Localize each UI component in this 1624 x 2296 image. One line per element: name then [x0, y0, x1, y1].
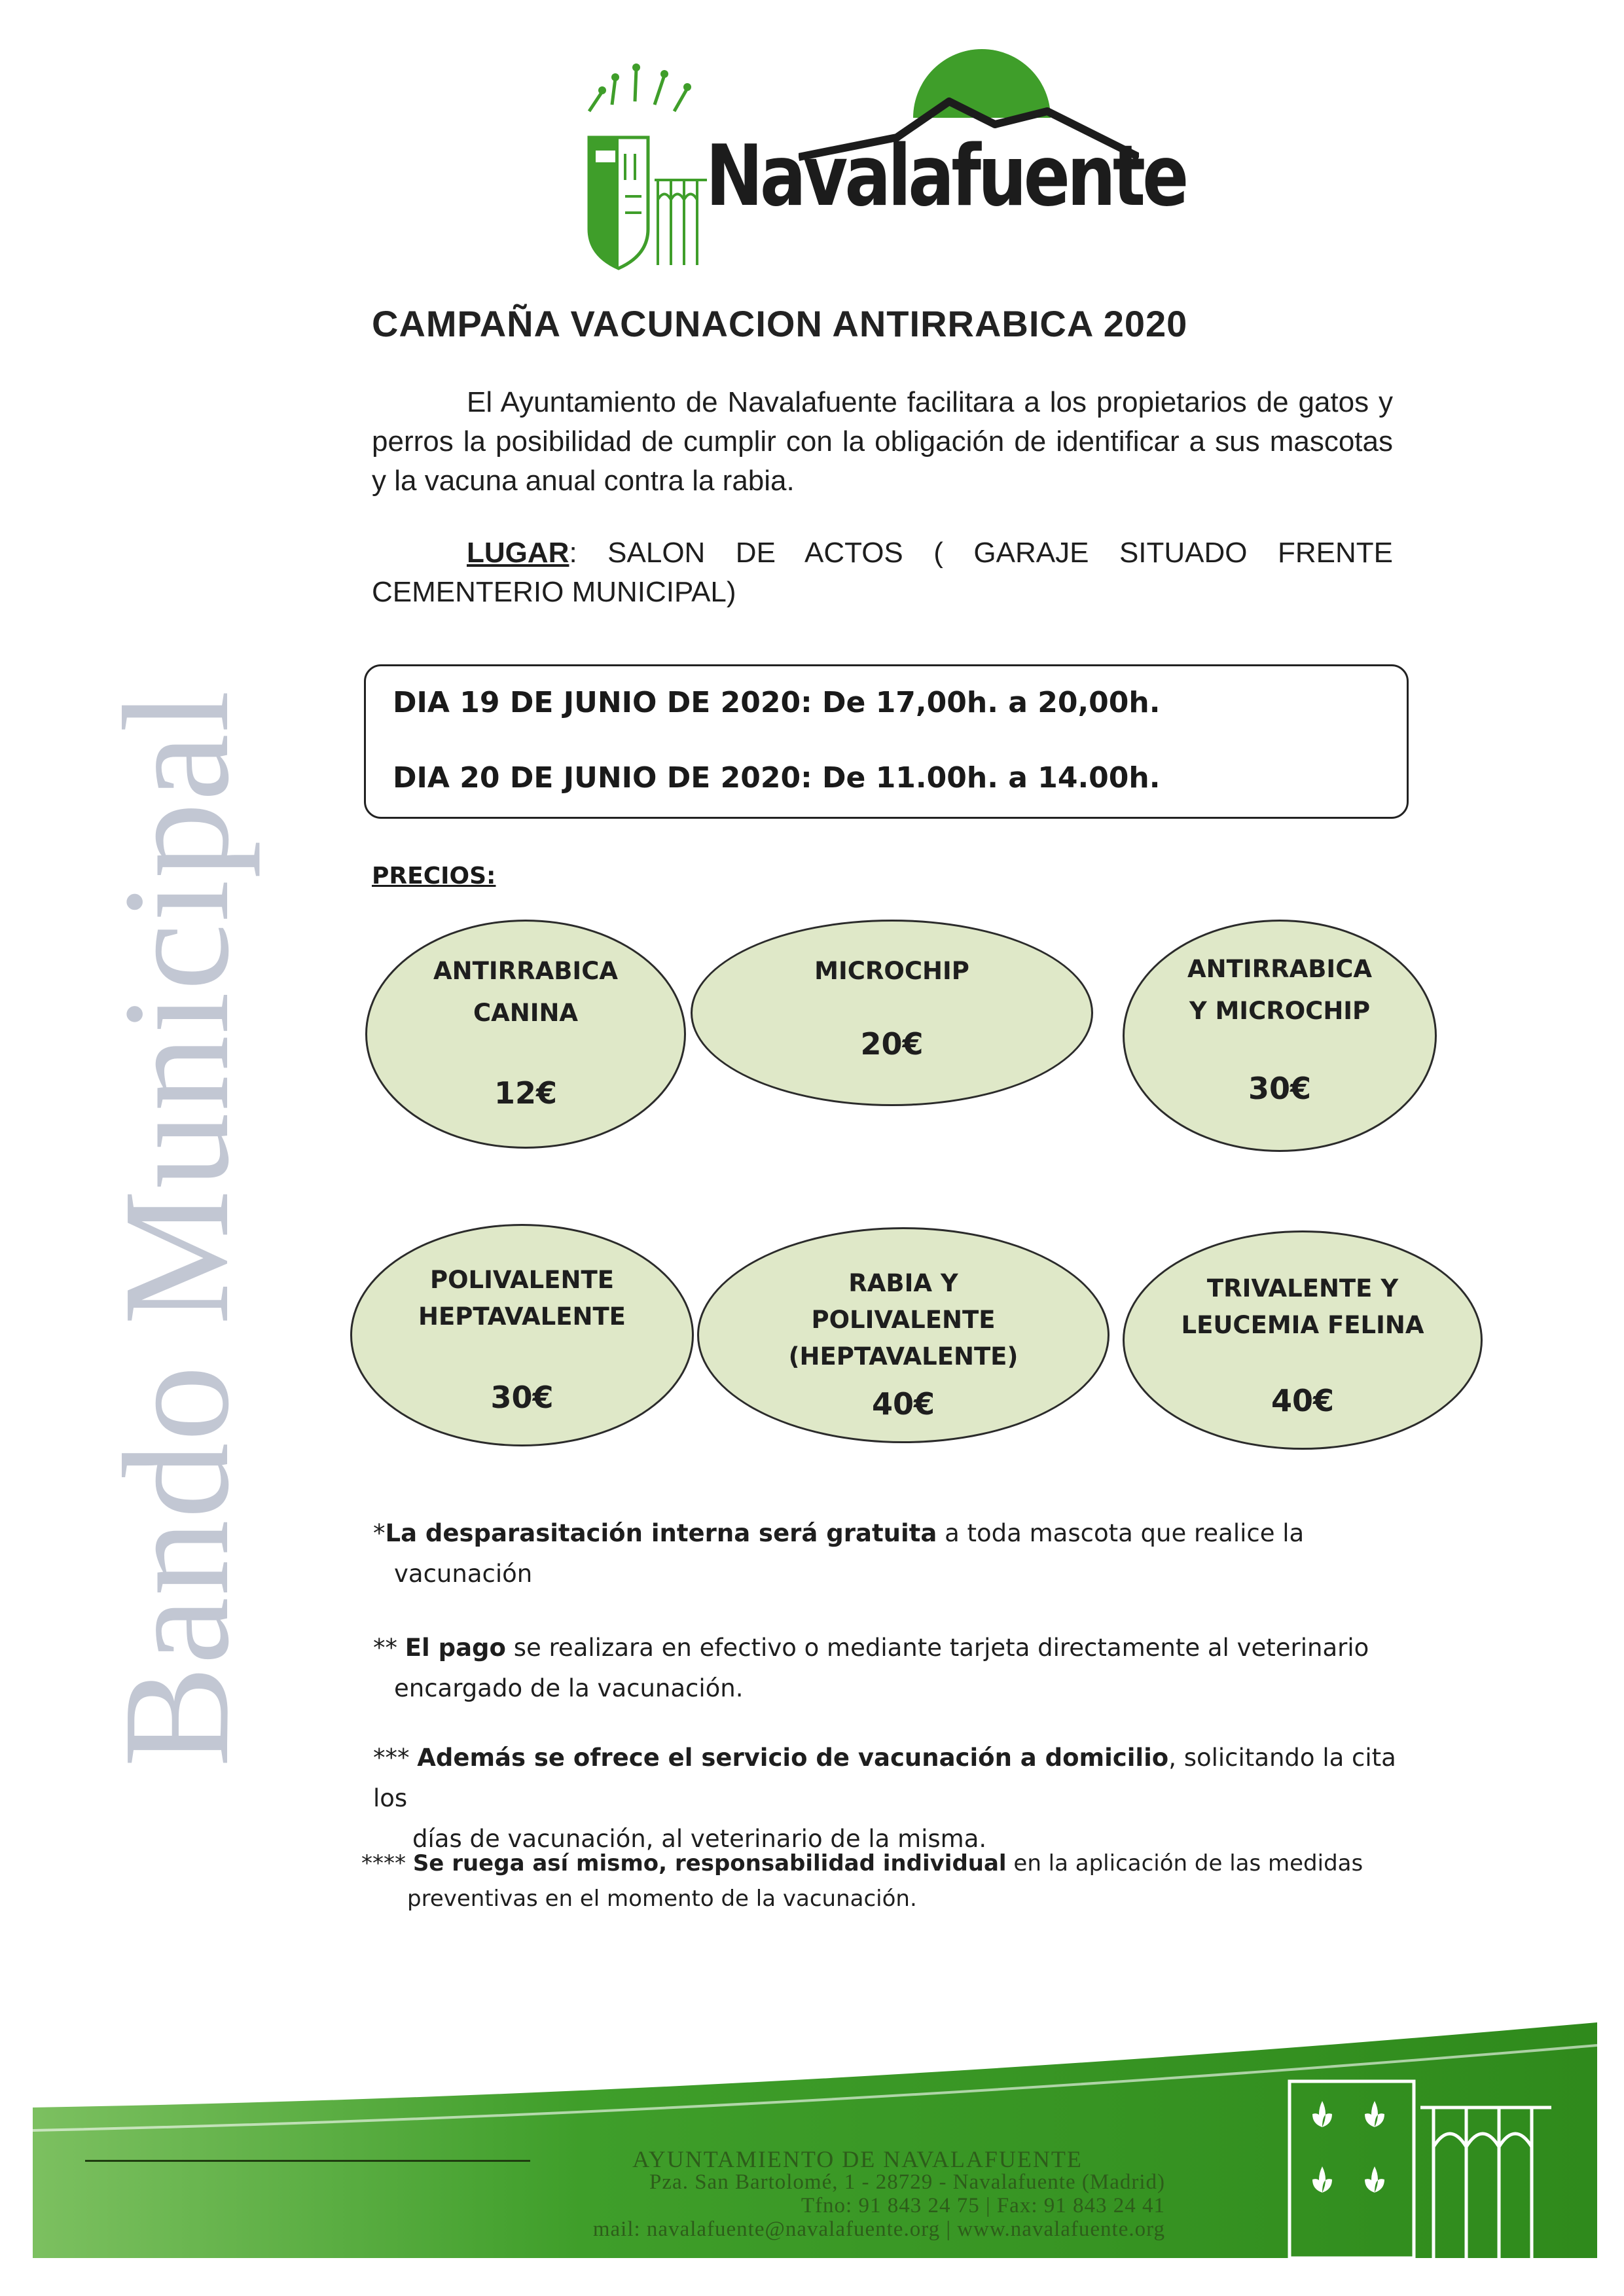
location-paragraph: [372, 533, 1393, 612]
footer-divider: [85, 2160, 530, 2162]
oval-label: ANTIRRABICA CANINA: [433, 957, 618, 1027]
oval-label: ANTIRRABICA Y MICROCHIP: [1187, 955, 1372, 1025]
price-oval-polivalente-heptavalente: [350, 1224, 694, 1446]
navalafuente-logo-text: Navalafuente: [706, 128, 1186, 225]
price-oval-rabia-polivalente: [697, 1227, 1110, 1443]
prices-heading: PRECIOS:: [372, 863, 496, 889]
footer-phone: Tfno: 91 843 24 75 | Fax: 91 843 24 41: [801, 2194, 1165, 2217]
oval-label: RABIA Y POLIVALENTE (HEPTAVALENTE): [788, 1269, 1019, 1371]
date-line-1: DIA 19 DE JUNIO DE 2020: De 17,00h. a 20,00h.: [393, 686, 1161, 719]
oval-price: 40€: [1271, 1383, 1335, 1418]
note-payment: ** El pago se realizara en efectivo o mediante tarjeta directamente al veterinario encargado de la vacunación.: [373, 1634, 1369, 1702]
oval-label: POLIVALENTE HEPTAVALENTE: [418, 1266, 626, 1331]
price-oval-trivalente-leucemia: [1123, 1230, 1483, 1450]
note-responsibility: **** Se ruega así mismo, responsabilidad individual en la aplicación de las medidas preventivas en el momento de la vacunación.: [361, 1850, 1363, 1912]
fleur-de-lis-crest-icon: [1283, 2068, 1558, 2265]
page-title: CAMPAÑA VACUNACION ANTIRRABICA 2020: [372, 303, 1188, 344]
oval-price: 20€: [860, 1026, 924, 1062]
footer-mail: mail: navalafuente@navalafuente.org | www.navalafuente.org: [592, 2217, 1165, 2241]
oval-price: 40€: [871, 1386, 935, 1422]
note-deworming: *La desparasitación interna será gratuita a toda mascota que realice la vacunación: [373, 1519, 1305, 1588]
oval-label: MICROCHIP: [814, 957, 969, 985]
location-text: : SALON DE ACTOS ( GARAJE SITUADO FRENTE CEMENTERIO MUNICIPAL): [372, 537, 1393, 608]
oval-label: TRIVALENTE Y LEUCEMIA FELINA: [1181, 1274, 1424, 1339]
location-label: LUGAR: [467, 537, 569, 569]
oval-price: 30€: [1248, 1071, 1312, 1106]
price-oval-antirrabica-microchip: [1123, 920, 1437, 1152]
oval-price: 12€: [494, 1075, 558, 1111]
intro-paragraph: El Ayuntamiento de Navalafuente facilitara a los propietarios de gatos y perros la posibilidad de cumplir con la obligación de identificar a sus mascotas y la vacuna anual contra la rabia.: [372, 386, 1393, 497]
bando-municipal-watermark: Bando Municipal: [92, 689, 261, 1767]
date-line-2: DIA 20 DE JUNIO DE 2020: De 11.00h. a 14.00h.: [393, 761, 1161, 795]
note-home-vaccination: *** Además se ofrece el servicio de vacunación a domicilio, solicitando la cita los días de vacunación, al veterinario de la misma.: [373, 1744, 1396, 1853]
footer-address: Pza. San Bartolomé, 1 - 28729 - Navalafuente (Madrid): [649, 2170, 1165, 2194]
price-oval-microchip: [691, 920, 1093, 1106]
oval-price: 30€: [490, 1380, 554, 1415]
footer-org-name: AYUNTAMIENTO DE NAVALAFUENTE: [632, 2146, 1083, 2172]
price-oval-antirrabica-canina: [365, 920, 686, 1149]
